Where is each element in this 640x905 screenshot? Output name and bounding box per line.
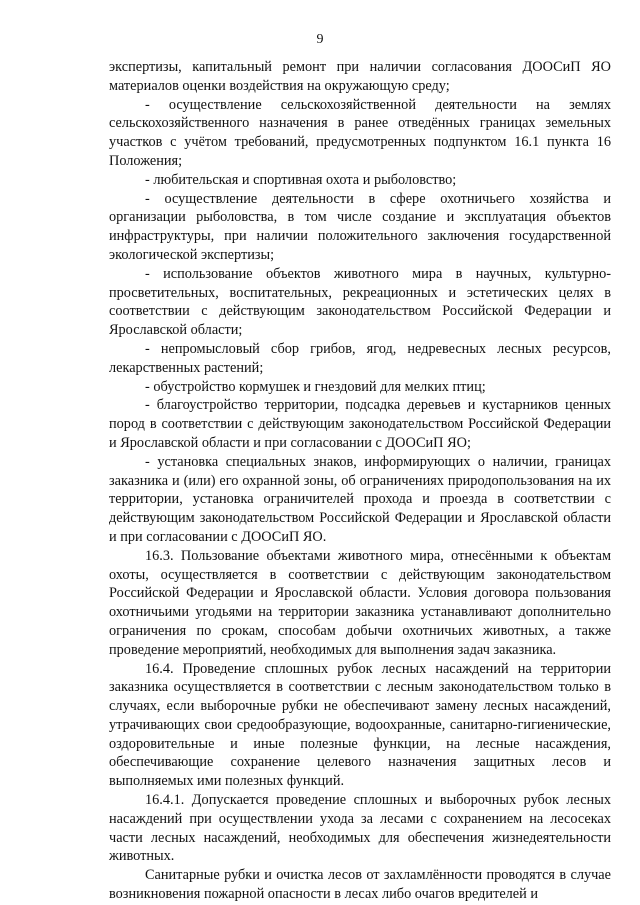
page-number: 9 [316,32,324,47]
paragraph-list-item: - использование объектов животного мира в научных, культурно-просветительных, воспитательных, рекреационных и эстетических целях в соответствии с действующим законодательством Российской Федерации и Ярославской области; [109,265,611,339]
paragraph-clause-16-3: 16.3. Пользование объектами животного мира, отнесёнными к объектам охоты, осуществляется в соответствии с действующим законодательством Российской Федерации и Ярославской области. Условия договора пользования охотничьими угодьями на территории заказника устанавливают дополнительно ограничения по срокам, способам добычи охотничьих животных, а также проведение мероприятий, необходимых для выполнения задач заказника. [109,547,611,658]
paragraph-sanitary-felling: Санитарные рубки и очистка лесов от захламлённости проводятся в случае возникновения пожарной опасности в лесах либо очагов вредителей и [109,867,611,903]
paragraph-list-item: - обустройство кормушек и гнездовий для мелких птиц; [145,378,486,395]
paragraph-list-item: - осуществление деятельности в сфере охотничьего хозяйства и организации рыболовства, в том числе создание и эксплуатация объектов инфраструктуры, при наличии положительного заключения государственной экологической экспертизы; [109,190,611,263]
paragraph-list-item: - любительская и спортивная охота и рыболовство; [145,171,457,188]
paragraph-clause-16-4: 16.4. Проведение сплошных рубок лесных насаждений на территории заказника осуществляется в соответствии с лесным законодательством только в случаях, если выборочные рубки не обеспечивают замену лесных насаждений, утрачивающих свои средообразующие, водоохранные, санитарно-гигиенические, оздоровительные и иные полезные функции, на лесные насаждения, обеспечивающие сохранение целевого назначения защитных лесов и выполняемых ими полезных функций. [109,660,611,790]
document-body [109,58,611,904]
paragraph-continuation: экспертизы, капитальный ремонт при наличии согласования ДООСиП ЯО материалов оценки воздействия на окружающую среду; [109,59,611,94]
paragraph-list-item: - непромысловый сбор грибов, ягод, недревесных лесных ресурсов, лекарственных растений; [109,340,611,376]
paragraph-list-item: - установка специальных знаков, информирующих о наличии, границах заказника и (или) его охранной зоны, об ограничениях природопользования на их территории, установка ограничителей прохода и проезда в соответствии с действующим законодательством Российской Федерации и Ярославской области и при согласовании с ДООСиП ЯО. [109,453,611,545]
paragraph-list-item: - благоустройство территории, подсадка деревьев и кустарников ценных пород в соответствии с действующим законодательством Российской Федерации и Ярославской области и при согласовании с ДООСиП ЯО; [109,397,611,451]
paragraph-list-item: - осуществление сельскохозяйственной деятельности на землях сельскохозяйственного назначения в ранее отведённых границах земельных участков с учётом требований, предусмотренных подпунктом 16.1 пункта 16 Положения; [109,96,611,169]
paragraph-clause-16-4-1: 16.4.1. Допускается проведение сплошных и выборочных рубок лесных насаждений при осуществлении ухода за лесами с сохранением на лесосеках части лесных насаждений, необходимых для обеспечения жизнедеятельности животных. [109,792,611,865]
